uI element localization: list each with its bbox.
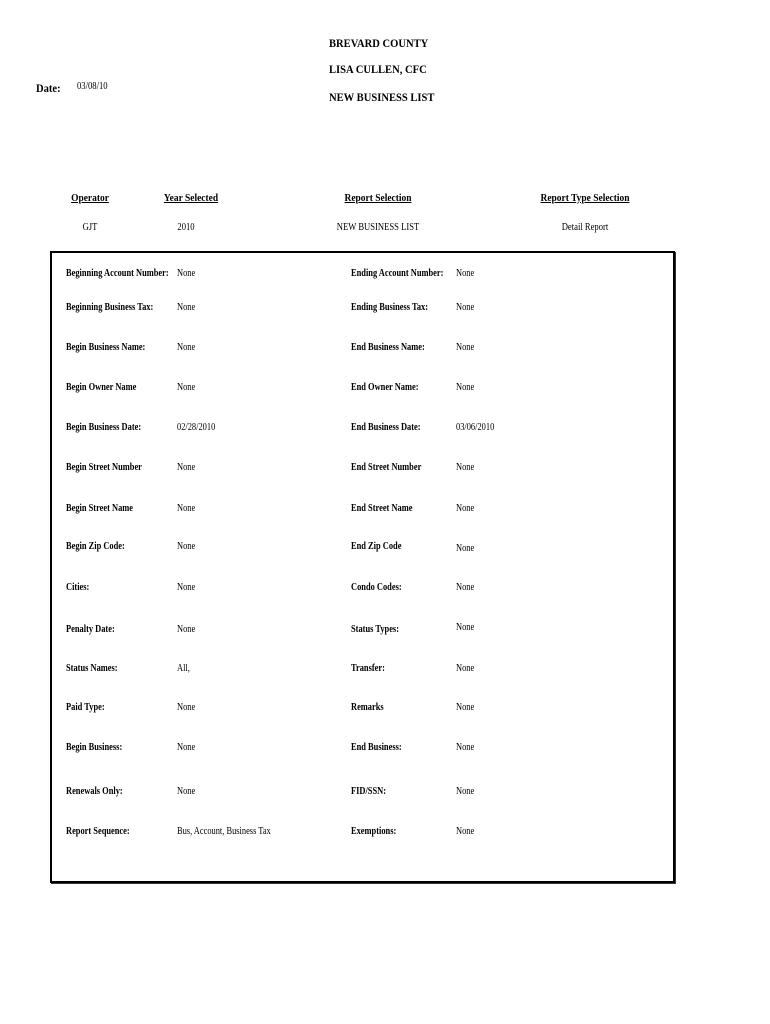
criteria-value: None	[177, 302, 196, 313]
criteria-value: None	[177, 786, 196, 797]
criteria-label: Ending Business Tax:	[351, 302, 429, 313]
date-label: Date:	[36, 81, 61, 95]
date-value: 03/08/10	[77, 81, 108, 92]
criteria-value: None	[456, 663, 475, 674]
criteria-label: Begin Business Name:	[66, 342, 146, 353]
criteria-value: None	[456, 503, 475, 514]
criteria-label: Beginning Business Tax:	[66, 302, 154, 313]
criteria-label: Paid Type:	[66, 702, 105, 713]
operator-heading: Operator	[71, 192, 109, 204]
criteria-label: Begin Street Number	[66, 462, 142, 473]
criteria-value: None	[456, 543, 475, 554]
criteria-label: Penalty Date:	[66, 624, 115, 635]
criteria-value: 02/28/2010	[177, 422, 216, 433]
criteria-label: Begin Zip Code:	[66, 541, 125, 552]
year-heading: Year Selected	[163, 192, 219, 204]
criteria-label: Status Types:	[351, 624, 400, 635]
report-type-heading: Report Type Selection	[540, 192, 630, 204]
report-type-value: Detail Report	[561, 222, 609, 233]
officer-name: LISA CULLEN, CFC	[329, 62, 427, 76]
criteria-label: Transfer:	[351, 663, 385, 674]
criteria-value: None	[177, 342, 196, 353]
criteria-label: Condo Codes:	[351, 582, 402, 593]
report-selection-value: NEW BUSINESS LIST	[336, 222, 420, 233]
criteria-value: None	[177, 624, 196, 635]
criteria-value: None	[177, 702, 196, 713]
criteria-value: None	[177, 382, 196, 393]
criteria-label: Status Names:	[66, 663, 118, 674]
criteria-value: None	[177, 503, 196, 514]
criteria-label: Begin Street Name	[66, 503, 134, 514]
criteria-value: All,	[177, 663, 190, 674]
criteria-label: Begin Business:	[66, 742, 123, 753]
criteria-label: End Street Number	[351, 462, 422, 473]
criteria-value: None	[456, 826, 475, 837]
criteria-label: Report Sequence:	[66, 826, 130, 837]
criteria-label: Begin Owner Name	[66, 382, 137, 393]
criteria-value: None	[456, 582, 475, 593]
criteria-label: End Business Name:	[351, 342, 425, 353]
criteria-value: 03/06/2010	[456, 422, 495, 433]
criteria-label: End Business:	[351, 742, 402, 753]
criteria-label: End Street Name	[351, 503, 413, 514]
criteria-value: None	[456, 702, 475, 713]
criteria-label: Begin Business Date:	[66, 422, 142, 433]
year-value: 2010	[177, 222, 195, 233]
criteria-label: Beginning Account Number:	[66, 268, 169, 279]
county-title: BREVARD COUNTY	[329, 36, 429, 50]
criteria-value: None	[456, 382, 475, 393]
criteria-value: None	[456, 268, 475, 279]
report-selection-heading: Report Selection	[344, 192, 412, 204]
criteria-label: End Zip Code	[351, 541, 402, 552]
criteria-label: FID/SSN:	[351, 786, 387, 797]
criteria-value: None	[177, 582, 196, 593]
criteria-label: Exemptions:	[351, 826, 397, 837]
criteria-label: Ending Account Number:	[351, 268, 444, 279]
criteria-value: None	[177, 541, 196, 552]
criteria-value: None	[177, 742, 196, 753]
criteria-label: Renewals Only:	[66, 786, 123, 797]
criteria-label: Cities:	[66, 582, 90, 593]
criteria-value: None	[177, 268, 196, 279]
operator-value: GJT	[82, 222, 98, 233]
criteria-value: None	[456, 742, 475, 753]
criteria-value: None	[456, 622, 475, 633]
criteria-value: None	[456, 342, 475, 353]
criteria-label: Remarks	[351, 702, 384, 713]
criteria-value: None	[456, 462, 475, 473]
criteria-value: Bus, Account, Business Tax	[177, 826, 271, 837]
criteria-value: None	[456, 786, 475, 797]
criteria-value: None	[456, 302, 475, 313]
criteria-value: None	[177, 462, 196, 473]
criteria-label: End Business Date:	[351, 422, 421, 433]
criteria-label: End Owner Name:	[351, 382, 419, 393]
report-title: NEW BUSINESS LIST	[329, 90, 435, 104]
